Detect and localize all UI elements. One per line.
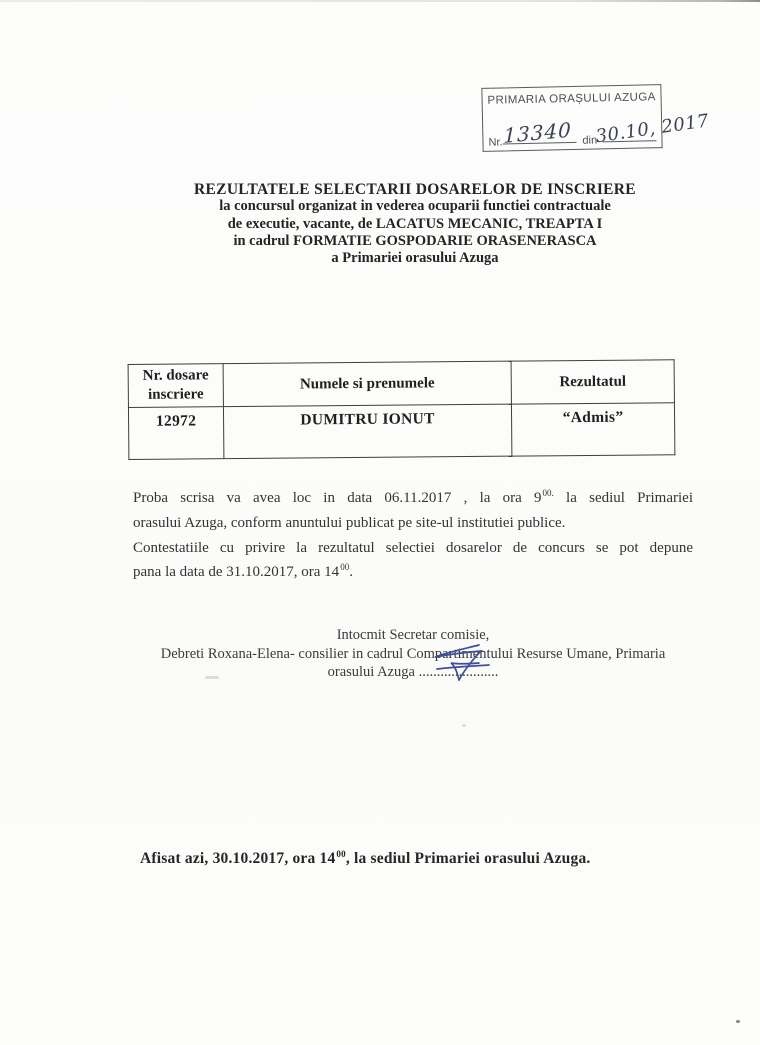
cell-candidate-name: DUMITRU IONUT bbox=[223, 404, 511, 459]
signature-line-3: orasului Azuga ...................... bbox=[327, 664, 499, 681]
header-cell-nume: Numele si prenumele bbox=[223, 361, 511, 407]
title-line-4: in cadrul FORMATIE GOSPODARIE ORASENERASCA bbox=[233, 232, 597, 249]
posting-note-end: , la sediul Primariei orasului Azuga. bbox=[345, 850, 591, 867]
scan-speck bbox=[736, 1020, 740, 1023]
body-line-1-text: Proba scrisa va avea loc in data 06.11.2017 , la ora 9 bbox=[133, 490, 542, 506]
table-row bbox=[128, 403, 674, 460]
body-line-4 bbox=[133, 560, 693, 585]
body-line-1 bbox=[133, 486, 693, 511]
body-line-3: Contestatiile cu privire la rezultatul selectiei dosarelor de concurs se pot depune bbox=[133, 539, 693, 556]
body-line-2: orasului Azuga, conform anuntului publicat pe site-ul institutiei publice. bbox=[133, 515, 566, 532]
title-line-3: de executie, vacante, de LACATUS MECANIC, TREAPTA I bbox=[227, 215, 603, 232]
signature-line-1: Intocmit Secretar comisie, bbox=[336, 627, 490, 643]
superscript-hour-2: 00 bbox=[340, 562, 350, 573]
table-header-row bbox=[128, 360, 674, 408]
posting-note bbox=[140, 850, 590, 868]
results-table bbox=[128, 359, 676, 460]
body-line-1-end: la sediul Primariei bbox=[566, 490, 693, 506]
posting-note-text: Afisat azi, 30.10.2017, ora 14 bbox=[140, 850, 336, 867]
registration-stamp bbox=[481, 84, 711, 152]
body-line-4-text: pana la data de 31.10.2017, ora 14 bbox=[133, 564, 340, 581]
stamp-din-label: din bbox=[582, 134, 598, 147]
scan-speck bbox=[462, 724, 466, 727]
cell-dosar-number: 12972 bbox=[128, 407, 223, 460]
header-cell-nr-dosare: Nr. dosare inscriere bbox=[128, 364, 223, 408]
handwritten-signature bbox=[429, 642, 493, 684]
body-paragraph bbox=[133, 486, 693, 586]
cell-result: “Admis” bbox=[511, 403, 674, 456]
stamp-nr-label: Nr. bbox=[488, 136, 503, 149]
header-cell-rezultat: Rezultatul bbox=[511, 360, 674, 404]
superscript-hour: 00. bbox=[542, 488, 554, 498]
stamp-date-handwritten-value: 30.10, 2017 bbox=[594, 110, 711, 148]
scan-speck bbox=[205, 676, 219, 679]
body-line-4-end: . bbox=[349, 564, 353, 581]
title-line-1: REZULTATELE SELECTARII DOSARELOR DE INSCRIERE bbox=[194, 181, 636, 198]
title-line-2: la concursul organizat in vederea ocuparii functiei contractuale bbox=[219, 198, 611, 215]
stamp-org-name: PRIMARIA ORAȘULUI AZUGA bbox=[487, 91, 656, 107]
title-line-5: a Primariei orasului Azuga bbox=[331, 250, 499, 267]
signature-block bbox=[133, 626, 693, 682]
document-title-block bbox=[100, 181, 730, 267]
superscript-hour-3: 00 bbox=[336, 849, 346, 859]
stamp-nr-handwritten-value: 13340 bbox=[503, 117, 572, 148]
scan-edge-artifact bbox=[0, 0, 760, 2]
signature-line-2: Debreti Roxana-Elena- consilier in cadrul Compartimentului Resurse Umane, Primaria bbox=[160, 645, 666, 662]
